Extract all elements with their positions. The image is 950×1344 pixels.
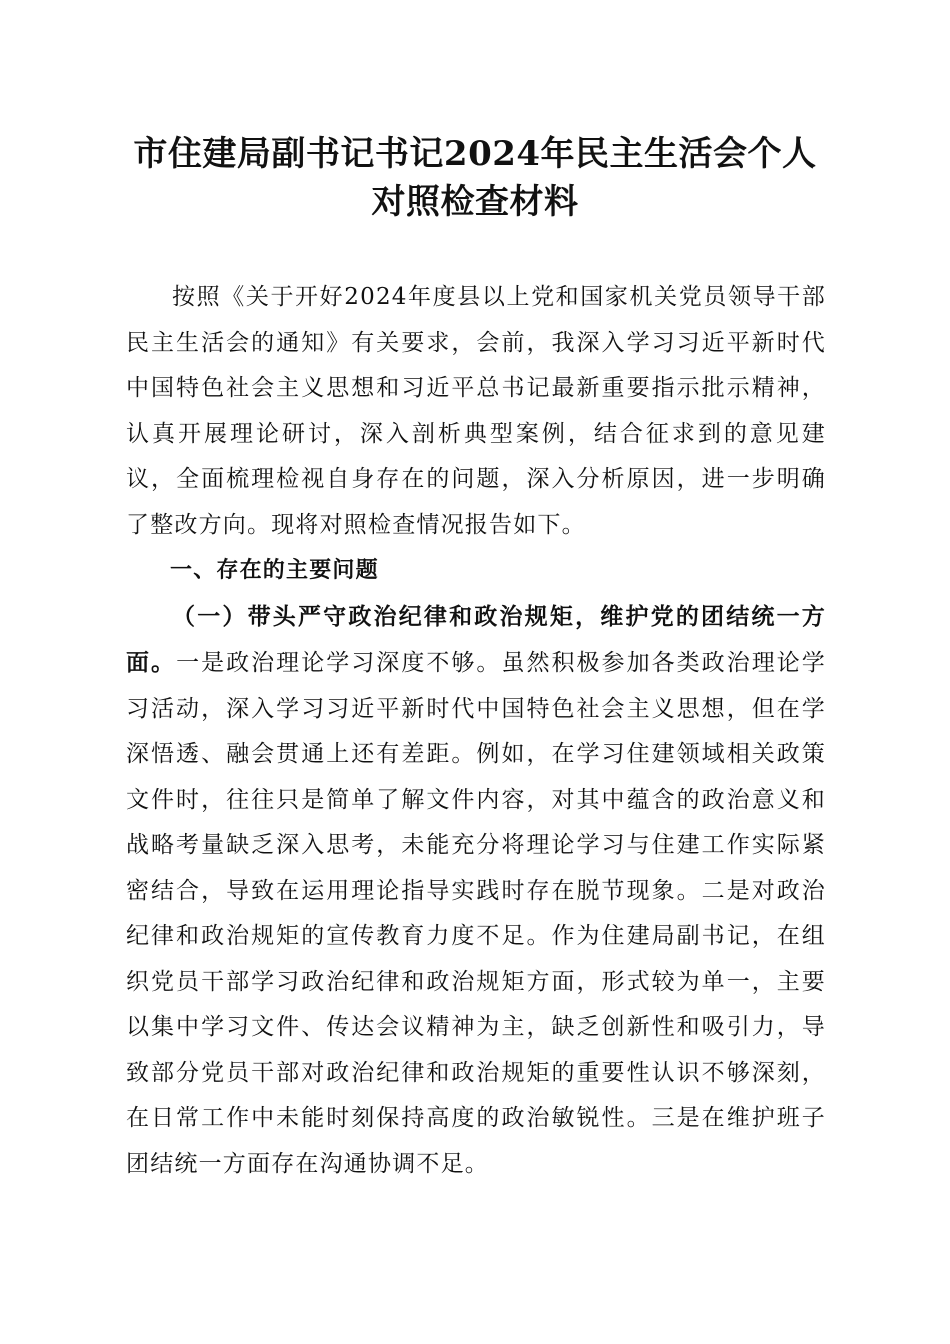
title-line-1: 市住建局副书记书记2024年民主生活会个人 — [133, 134, 817, 174]
subsection-paragraph-1 — [126, 594, 826, 1188]
section-heading-1: 一、存在的主要问题 — [170, 558, 379, 583]
intro-paragraph: 按照《关于开好2024年度县以上党和国家机关党员领导干部民主生活会的通知》有关要求，会前，我深入学习习近平新时代中国特色社会主义思想和习近平总书记最新重要指示批示精神，认真开展理论研讨，深入剖析典型案例，结合征求到的意见建议，全面梳理检视自身存在的问题，深入分析原因，进一步明确了整改方向。现将对照检查情况报告如下。 — [126, 284, 826, 538]
subsection-lead-1: （一）带头严守政治纪律和政治规矩，维护党的团结统一方面。 — [126, 602, 826, 676]
document-body — [126, 275, 826, 1187]
subsection-body-1: 一是政治理论学习深度不够。虽然积极参加各类政治理论学习活动，深入学习习近平新时代中国特色社会主义思想，但在学深悟透、融会贯通上还有差距。例如，在学习住建领域相关政策文件时，往往只是简单了解文件内容，对其中蕴含的政治意义和战略考量缺乏深入思考，未能充分将理论学习与住建工作实际紧密结合，导致在运用理论指导实践时存在脱节现象。二是对政治纪律和政治规矩的宣传教育力度不足。作为住建局副书记，在组织党员干部学习政治纪律和政治规矩方面，形式较为单一，主要以集中学习文件、传达会议精神为主，缺乏创新性和吸引力，导致部分党员干部对政治纪律和政治规矩的重要性认识不够深刻，在日常工作中未能时刻保持高度的政治敏锐性。三是在维护班子团结统一方面存在沟通协调不足。 — [126, 650, 826, 1177]
title-line-2: 对照检查材料 — [371, 182, 579, 222]
document-title — [110, 130, 840, 226]
